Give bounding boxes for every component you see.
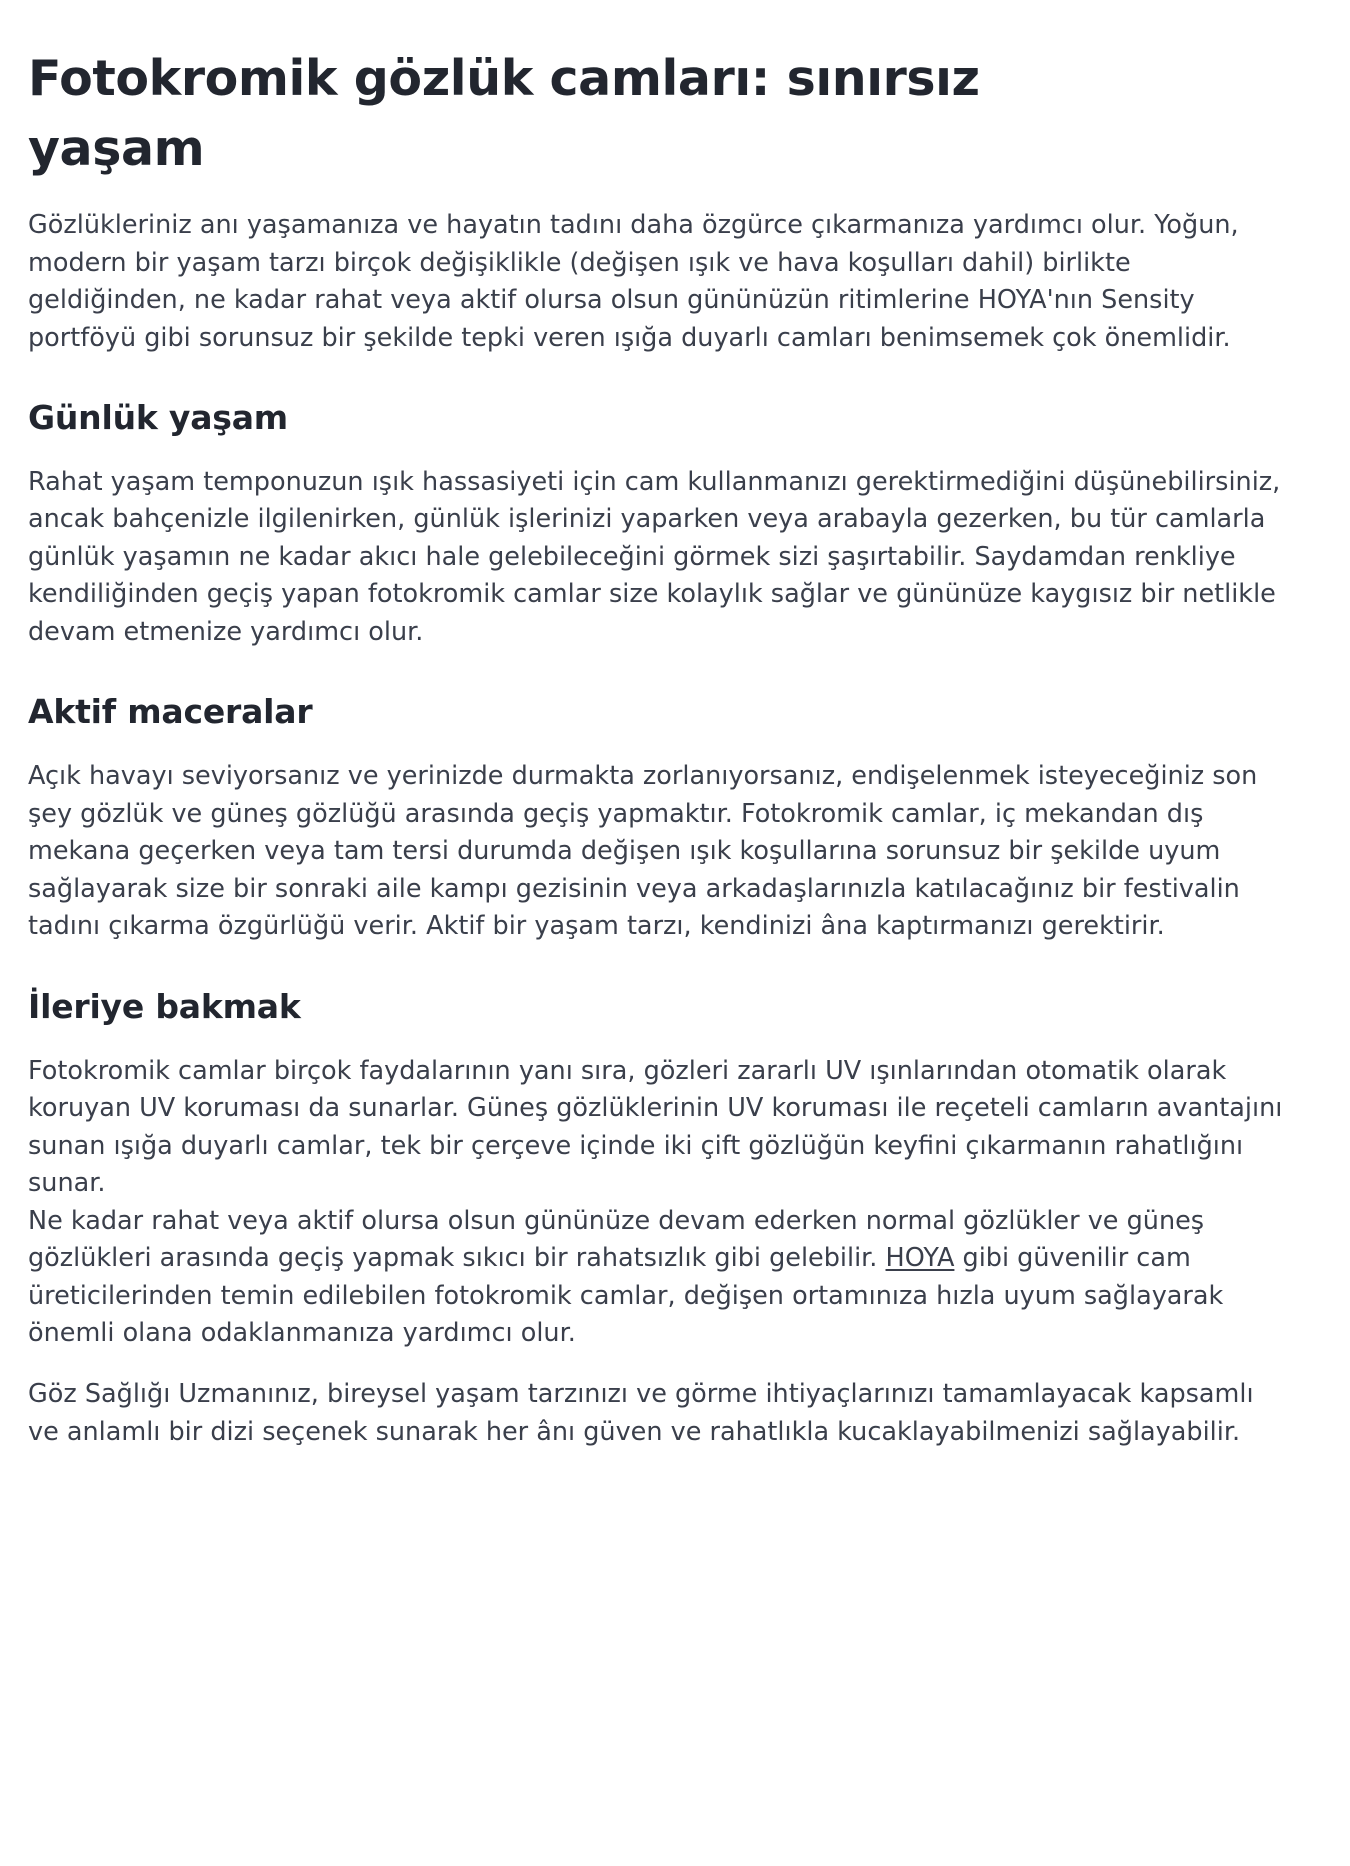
section-paragraph-active-adventures: Açık havayı seviyorsanız ve yerinizde durmakta zorlanıyorsanız, endişelenmek isteyeceğiniz son şey gözlük ve güneş gözlüğü arasında geçiş yapmaktır. Fotokromik camlar, iç mekandan dış mekana geçerken veya tam tersi durumda değişen ışık koşullarına sorunsuz bir şekilde uyum sağlayarak size bir sonraki aile kampı gezisinin veya arkadaşlarınızla katılacağınız bir festivalin tadını çıkarma özgürlüğü verir. Aktif bir yaşam tarzı, kendinizi âna kaptırmanızı gerektirir. — [28, 761, 1258, 942]
intro-paragraph: Gözlükleriniz anı yaşamanıza ve hayatın tadını daha özgürce çıkarmanıza yardımcı olur. Yoğun, modern bir yaşam tarzı birçok değişiklikle (değişen ışık ve hava koşulları dahil) birlikte geldiğinden, ne kadar rahat veya aktif olursa olsun gününüzün ritimlerine HOYA'nın Sensity portföyü gibi sorunsuz bir şekilde tepki veren ışığa duyarlı camları benimsemek çok önemlidir. — [28, 210, 1239, 353]
section-paragraph-daily-life: Rahat yaşam temponuzun ışık hassasiyeti için cam kullanmanızı gerektirmediğini düşünebilirsiniz, ancak bahçenizle ilgilenirken, günlük işlerinizi yaparken veya arabayla gezerken, bu tür camlarla günlük yaşamın ne kadar akıcı hale gelebileceğini görmek sizi şaşırtabilir. Saydamdan renkliye kendiliğinden geçiş yapan fotokromik camlar size kolaylık sağlar ve gününüze kaygısız bir netlikle devam etmenize yardımcı olur. — [28, 466, 1281, 647]
section-paragraph-looking-ahead-2: Göz Sağlığı Uzmanınız, bireysel yaşam tarzınızı ve görme ihtiyaçlarınızı tamamlayacak kapsamlı ve anlamlı bir dizi seçenek sunarak her ânı güven ve rahatlıkla kucaklayabilmenizi sağlayabilir. — [28, 1379, 1254, 1447]
section-paragraph-looking-ahead-1: Fotokromik camlar birçok faydalarının yanı sıra, gözleri zararlı UV ışınlarından otomatik olarak koruyan UV koruması da sunarlar. Güneş gözlüklerinin UV koruması ile reçeteli camların avantajını sunan ışığa duyarlı camlar, tek bir çerçeve içinde iki çift gözlüğün keyfini çıkarmanın rahatlığını sunar. — [28, 1055, 1283, 1199]
section-heading-daily-life: Günlük yaşam — [28, 398, 288, 438]
link-paragraph-before: Ne kadar rahat veya aktif olursa olsun gününüze devam ederken normal gözlükler ve güneş gözlükleri arasında geçiş yapmak sıkıcı bir rahatsızlık gibi gelebilir. — [28, 1205, 1205, 1274]
link-paragraph-after: gibi güvenilir cam üreticilerinden temin edilebilen fotokromik camlar, değişen ortamınıza hızla uyum sağlayarak önemli olana odaklanmanıza yardımcı olur. — [28, 1243, 1224, 1348]
page-title: Fotokromik gözlük camları: sınırsız yaşam — [28, 50, 980, 177]
hoya-link[interactable]: HOYA — [885, 1243, 955, 1274]
section-paragraph-looking-ahead-link — [28, 1203, 1290, 1353]
section-heading-active-adventures: Aktif maceralar — [28, 692, 313, 732]
section-heading-looking-ahead: İleriye bakmak — [28, 986, 301, 1026]
